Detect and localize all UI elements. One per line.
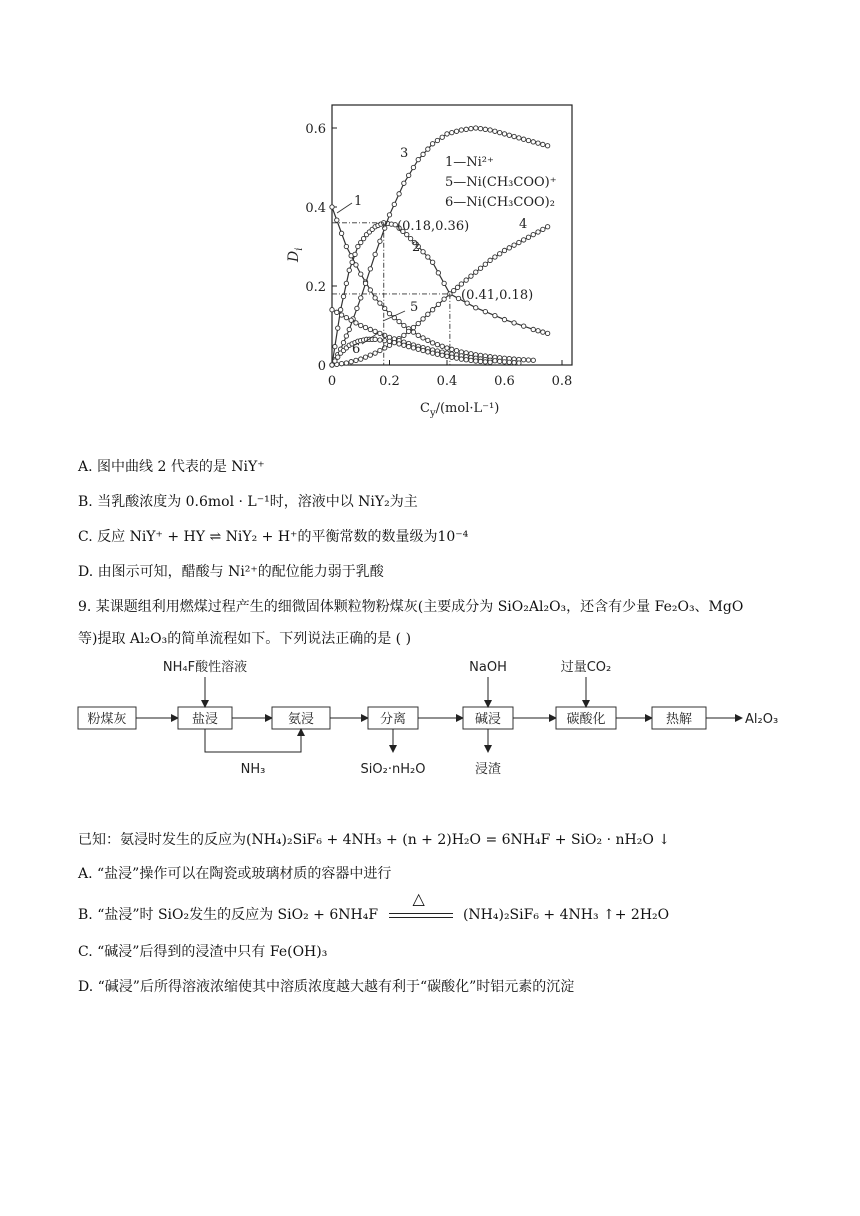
curve-3-point bbox=[387, 213, 391, 217]
q9-known: 已知：氨浸时发生的反应为(NH₄)₂SiF₆ + 4NH₃ + (n + 2)H₂O = 6NH₄F + SiO₂ · nH₂O ↓ bbox=[78, 832, 670, 848]
curve-3-point bbox=[368, 267, 372, 271]
curve-3-point bbox=[426, 147, 430, 151]
curve-2-point bbox=[333, 344, 337, 348]
curve-1-point bbox=[397, 319, 401, 323]
q9-option-b bbox=[78, 889, 670, 925]
curve-3-point bbox=[459, 128, 463, 132]
distribution-chart bbox=[0, 0, 860, 430]
flow-box-label: 分离 bbox=[379, 712, 407, 727]
curve-3-point bbox=[469, 126, 473, 130]
curve-3-point bbox=[502, 132, 506, 136]
y-tick-label: 0 bbox=[317, 359, 326, 374]
curve-1-point bbox=[421, 336, 425, 340]
curve-2-point bbox=[436, 271, 440, 275]
flow-product: Al₂O₃ bbox=[745, 712, 779, 727]
curve-4-point bbox=[545, 225, 549, 229]
curve-1-point bbox=[531, 358, 535, 362]
curve-2-point bbox=[421, 250, 425, 254]
curve-6-point bbox=[336, 355, 340, 359]
curve-5-point bbox=[512, 360, 516, 364]
curve-2-point bbox=[531, 327, 535, 331]
y-tick-label: 0.2 bbox=[305, 280, 326, 295]
curve-3-point bbox=[478, 126, 482, 130]
y-axis-label: $D_i$ bbox=[286, 247, 305, 262]
curve-3-point bbox=[416, 157, 420, 161]
x-tick-label: 0 bbox=[327, 374, 337, 389]
curve-5-point bbox=[383, 333, 387, 337]
curve-3-point bbox=[545, 144, 549, 148]
legend-entry-6: 6—Ni(CH₃COO)₂ bbox=[445, 195, 555, 210]
curve-6-point bbox=[333, 359, 337, 363]
curve-3-point bbox=[498, 130, 502, 134]
process-flowchart bbox=[0, 655, 860, 785]
curve-2-point bbox=[502, 317, 506, 321]
curve-6-point bbox=[383, 338, 387, 342]
flow-recycle-label: NH₃ bbox=[240, 762, 266, 777]
curve-1-point bbox=[411, 330, 415, 334]
curve-5-point bbox=[349, 318, 353, 322]
equals-bar-top bbox=[389, 913, 453, 914]
curve-3-point bbox=[383, 226, 387, 230]
curve-4-point bbox=[474, 270, 478, 274]
curve-4-point bbox=[455, 285, 459, 289]
curve-3-point bbox=[464, 127, 468, 131]
curve-4-point bbox=[512, 243, 516, 247]
curve-2-point bbox=[512, 321, 516, 325]
curve-5-point bbox=[517, 361, 521, 365]
curve-1-point bbox=[359, 272, 363, 276]
curve-2-point bbox=[545, 331, 549, 335]
curve-3-point bbox=[344, 334, 348, 338]
curve-2-point bbox=[541, 330, 545, 334]
x-axis-label: $C_y/(mol\cdot L^{-1})$ bbox=[420, 401, 500, 419]
curve-1-point bbox=[445, 346, 449, 350]
curve-6-point bbox=[402, 343, 406, 347]
curve-1-point bbox=[521, 358, 525, 362]
curve-3-point bbox=[435, 138, 439, 142]
reaction-condition bbox=[389, 889, 453, 925]
curve-5-point bbox=[493, 359, 497, 363]
curve-4-point bbox=[507, 246, 511, 250]
curve-3-point bbox=[411, 165, 415, 169]
curve-3-point bbox=[536, 141, 540, 145]
curve-6-point bbox=[464, 358, 468, 362]
curve-2-point bbox=[361, 236, 365, 240]
curve-3-point bbox=[445, 132, 449, 136]
flow-output-sio2: SiO₂·nH₂O bbox=[360, 762, 426, 777]
curve-2-point bbox=[341, 294, 345, 298]
curve-5-point bbox=[498, 359, 502, 363]
curve-6-point bbox=[478, 359, 482, 363]
curve-5-point bbox=[378, 331, 382, 335]
curve-2-point bbox=[483, 309, 487, 313]
curve-4-point bbox=[354, 358, 358, 362]
curve-6-point bbox=[469, 358, 473, 362]
curve-4-point bbox=[363, 355, 367, 359]
curve-4-point bbox=[344, 361, 348, 365]
curve-1-point bbox=[373, 296, 377, 300]
curve-3-point bbox=[341, 340, 345, 344]
curve-4-point bbox=[464, 278, 468, 282]
curve-label-3: 3 bbox=[400, 146, 409, 161]
curve-4-point bbox=[426, 312, 430, 316]
curve-4-point bbox=[368, 353, 372, 357]
curve-2-point bbox=[426, 255, 430, 259]
curve-6-point bbox=[421, 348, 425, 352]
curve-4-point bbox=[488, 258, 492, 262]
curve-6-point bbox=[387, 339, 391, 343]
curve-3-point bbox=[493, 129, 497, 133]
curve-5-point bbox=[335, 310, 339, 314]
curve-3-point bbox=[373, 252, 377, 256]
curve-6-point bbox=[373, 337, 377, 341]
curve-4-point bbox=[406, 329, 410, 333]
curve-1-point bbox=[402, 323, 406, 327]
flow-box-label: 氨浸 bbox=[287, 712, 315, 727]
curve-6-point bbox=[435, 352, 439, 356]
curve-6-point bbox=[440, 353, 444, 357]
x-tick-label: 0.6 bbox=[494, 374, 515, 389]
curve-3-point bbox=[531, 140, 535, 144]
curve-4-point bbox=[536, 230, 540, 234]
legend-entry-1: 1—Ni²⁺ bbox=[445, 155, 494, 170]
curve-6-point bbox=[411, 346, 415, 350]
curve-5-point bbox=[368, 327, 372, 331]
curve-3-point bbox=[378, 239, 382, 243]
curve-3-point bbox=[421, 152, 425, 156]
curve-4-point bbox=[421, 317, 425, 321]
curve-1-point bbox=[339, 231, 343, 235]
curve-4-point bbox=[521, 238, 525, 242]
curve-2-point bbox=[356, 244, 360, 248]
annotation-peak: (0.18,0.36) bbox=[397, 219, 470, 234]
curve-4-point bbox=[469, 274, 473, 278]
curve-6-point bbox=[397, 342, 401, 346]
curve-2-point bbox=[347, 268, 351, 272]
curve-5-point bbox=[359, 323, 363, 327]
option-d: D. 由图示可知，醋酸与 Ni²⁺的配位能力弱于乳酸 bbox=[78, 564, 384, 580]
q9-stem-line1: 9. 某课题组利用燃煤过程产生的细微固体颗粒物粉煤灰(主要成分为 SiO₂Al₂O₃，还含有少量 Fe₂O₃、MgO bbox=[78, 599, 744, 615]
curve-6-point bbox=[483, 360, 487, 364]
curve-3-point bbox=[507, 133, 511, 137]
curve-5-point bbox=[373, 329, 377, 333]
q9-option-a: A. “盐浸”操作可以在陶瓷或玻璃材质的容器中进行 bbox=[78, 866, 392, 882]
curve-3-point bbox=[363, 281, 367, 285]
curve-1-point bbox=[330, 205, 334, 209]
curve-4-point bbox=[452, 288, 456, 292]
curve-5-point bbox=[354, 321, 358, 325]
curve-4-point bbox=[411, 325, 415, 329]
curve-3-point bbox=[483, 127, 487, 131]
curve-2-point bbox=[350, 260, 354, 264]
curve-2-point bbox=[536, 329, 540, 333]
curve-6-point bbox=[406, 344, 410, 348]
curve-label-2: 2 bbox=[412, 240, 421, 255]
curve-label-6: 6 bbox=[352, 342, 361, 357]
curve-2-point bbox=[353, 252, 357, 256]
curve-6-point bbox=[474, 359, 478, 363]
curve-1-point bbox=[454, 348, 458, 352]
curve-2-point bbox=[344, 281, 348, 285]
curve-label-4: 4 bbox=[519, 217, 528, 232]
curve-3-point bbox=[397, 192, 401, 196]
curve-3-point bbox=[430, 142, 434, 146]
curve-5-point bbox=[330, 308, 334, 312]
curve-label-1: 1 bbox=[354, 194, 363, 209]
curve-1-point bbox=[426, 338, 430, 342]
x-tick-label: 0.2 bbox=[379, 374, 400, 389]
curve-2-point bbox=[493, 313, 497, 317]
curve-5-point bbox=[344, 315, 348, 319]
curve-3-point bbox=[359, 296, 363, 300]
curve-4-point bbox=[416, 321, 420, 325]
curve-1-point bbox=[368, 288, 372, 292]
curve-4-point bbox=[339, 361, 343, 365]
curve-4-point bbox=[541, 227, 545, 231]
option-a: A. 图中曲线 2 代表的是 NiY⁺ bbox=[78, 459, 265, 475]
curve-3-point bbox=[347, 327, 351, 331]
curve-5-point bbox=[507, 360, 511, 364]
curve-3-point bbox=[526, 138, 530, 142]
curve-4-point bbox=[502, 248, 506, 252]
q9-stem-line2: 等)提取 Al₂O₃的简单流程如下。下列说法正确的是 ( ) bbox=[78, 631, 412, 647]
y-tick-label: 0.6 bbox=[305, 122, 326, 137]
reagent-nh4f: NH₄F酸性溶液 bbox=[162, 660, 248, 675]
curve-3-point bbox=[512, 134, 516, 138]
curve-6-point bbox=[430, 351, 434, 355]
curve-1-point bbox=[383, 306, 387, 310]
curve-1-point bbox=[526, 358, 530, 362]
curve-6-point bbox=[392, 340, 396, 344]
curve-1-point bbox=[378, 301, 382, 305]
curve-6-point bbox=[488, 360, 492, 364]
curve-4-point bbox=[517, 240, 521, 244]
curve-3-point bbox=[517, 136, 521, 140]
legend-entry-5: 5—Ni(CH₃COO)⁺ bbox=[445, 175, 557, 190]
curve-label-1-leader bbox=[337, 203, 352, 213]
curve-1-point bbox=[430, 341, 434, 345]
curve-6-point bbox=[445, 354, 449, 358]
curve-6-point bbox=[459, 357, 463, 361]
equals-bar-bottom bbox=[389, 917, 453, 918]
flow-output-residue: 浸渣 bbox=[474, 762, 502, 777]
flow-box-label: 粉煤灰 bbox=[87, 712, 127, 727]
flow-box-label: 热解 bbox=[665, 712, 693, 727]
x-tick-label: 0.4 bbox=[436, 374, 458, 389]
curve-4-point bbox=[442, 297, 446, 301]
curve-3-point bbox=[521, 137, 525, 141]
curve-6-point bbox=[330, 363, 334, 367]
reagent-co2: 过量CO₂ bbox=[560, 660, 612, 675]
q9-option-c: C. “碱浸”后得到的浸渣中只有 Fe(OH)₃ bbox=[78, 944, 328, 960]
q9-option-d: D. “碱浸”后所得溶液浓缩使其中溶质浓度越大越有利于“碳酸化”时铝元素的沉淀 bbox=[78, 979, 575, 995]
flow-box-label: 碱浸 bbox=[474, 712, 502, 727]
curve-label-5: 5 bbox=[410, 300, 419, 315]
curve-5-point bbox=[502, 360, 506, 364]
curve-2-point bbox=[430, 260, 434, 264]
curve-4-point bbox=[383, 346, 387, 350]
curve-3-point bbox=[392, 202, 396, 206]
curve-2-point bbox=[474, 306, 478, 310]
curve-5-point bbox=[363, 325, 367, 329]
curve-6-point bbox=[454, 356, 458, 360]
curve-1-point bbox=[387, 311, 391, 315]
y-tick-label: 0.4 bbox=[305, 201, 326, 216]
curve-4-point bbox=[478, 266, 482, 270]
curve-3-point bbox=[440, 135, 444, 139]
curve-4-point bbox=[483, 262, 487, 266]
curve-6-point bbox=[378, 338, 382, 342]
curve-3-point bbox=[488, 128, 492, 132]
curve-3-point bbox=[406, 173, 410, 177]
curve-2-point bbox=[359, 240, 363, 244]
curve-4-point bbox=[531, 232, 535, 236]
curve-1-point bbox=[435, 342, 439, 346]
curve-6-point bbox=[416, 347, 420, 351]
curve-2-point bbox=[442, 281, 446, 285]
curve-1-point bbox=[335, 218, 339, 222]
flow-box-label: 盐浸 bbox=[191, 712, 219, 727]
curve-4-point bbox=[402, 333, 406, 337]
curve-3-point bbox=[402, 181, 406, 185]
curve-4-point bbox=[349, 360, 353, 364]
curve-4-point bbox=[459, 282, 463, 286]
heat-symbol: △ bbox=[412, 889, 425, 908]
curve-3-point bbox=[474, 126, 478, 130]
reagent-naoh: NaOH bbox=[469, 660, 507, 675]
curve-2-point bbox=[521, 324, 525, 328]
curve-3-point bbox=[450, 130, 454, 134]
flow-recycle-arrow bbox=[205, 729, 301, 752]
curve-1-point bbox=[344, 244, 348, 248]
curve-4-point bbox=[430, 308, 434, 312]
curve-4-point bbox=[498, 252, 502, 256]
curve-4-point bbox=[436, 302, 440, 306]
chart-axes bbox=[286, 105, 572, 419]
curve-4-point bbox=[493, 255, 497, 259]
annotation-cross: (0.41,0.18) bbox=[461, 288, 534, 303]
option-b: B. 当乳酸浓度为 0.6mol · L⁻¹时，溶液中以 NiY₂为主 bbox=[78, 494, 418, 510]
chart-curves bbox=[330, 126, 550, 367]
q9-option-b-right: (NH₄)₂SiF₆ + 4NH₃ ↑+ 2H₂O bbox=[462, 907, 670, 923]
curve-3-point bbox=[355, 306, 359, 310]
x-tick-label: 0.8 bbox=[551, 374, 573, 389]
curve-4-point bbox=[373, 351, 377, 355]
curve-4-point bbox=[526, 235, 530, 239]
curve-6-point bbox=[426, 350, 430, 354]
curve-3-point bbox=[454, 129, 458, 133]
curve-4-point bbox=[378, 348, 382, 352]
curve-4-point bbox=[359, 357, 363, 361]
option-c: C. 反应 NiY⁺ + HY ⇌ NiY₂ + H⁺的平衡常数的数量级为10⁻⁴ bbox=[78, 529, 469, 545]
q9-option-b-left: B. “盐浸”时 SiO₂发生的反应为 SiO₂ + 6NH₄F bbox=[78, 907, 379, 923]
curve-3-point bbox=[541, 142, 545, 146]
curve-1-point bbox=[440, 344, 444, 348]
curve-2-point bbox=[336, 326, 340, 330]
curve-1-point bbox=[416, 333, 420, 337]
flow-box-label: 碳酸化 bbox=[566, 712, 606, 727]
curve-5-point bbox=[339, 313, 343, 317]
